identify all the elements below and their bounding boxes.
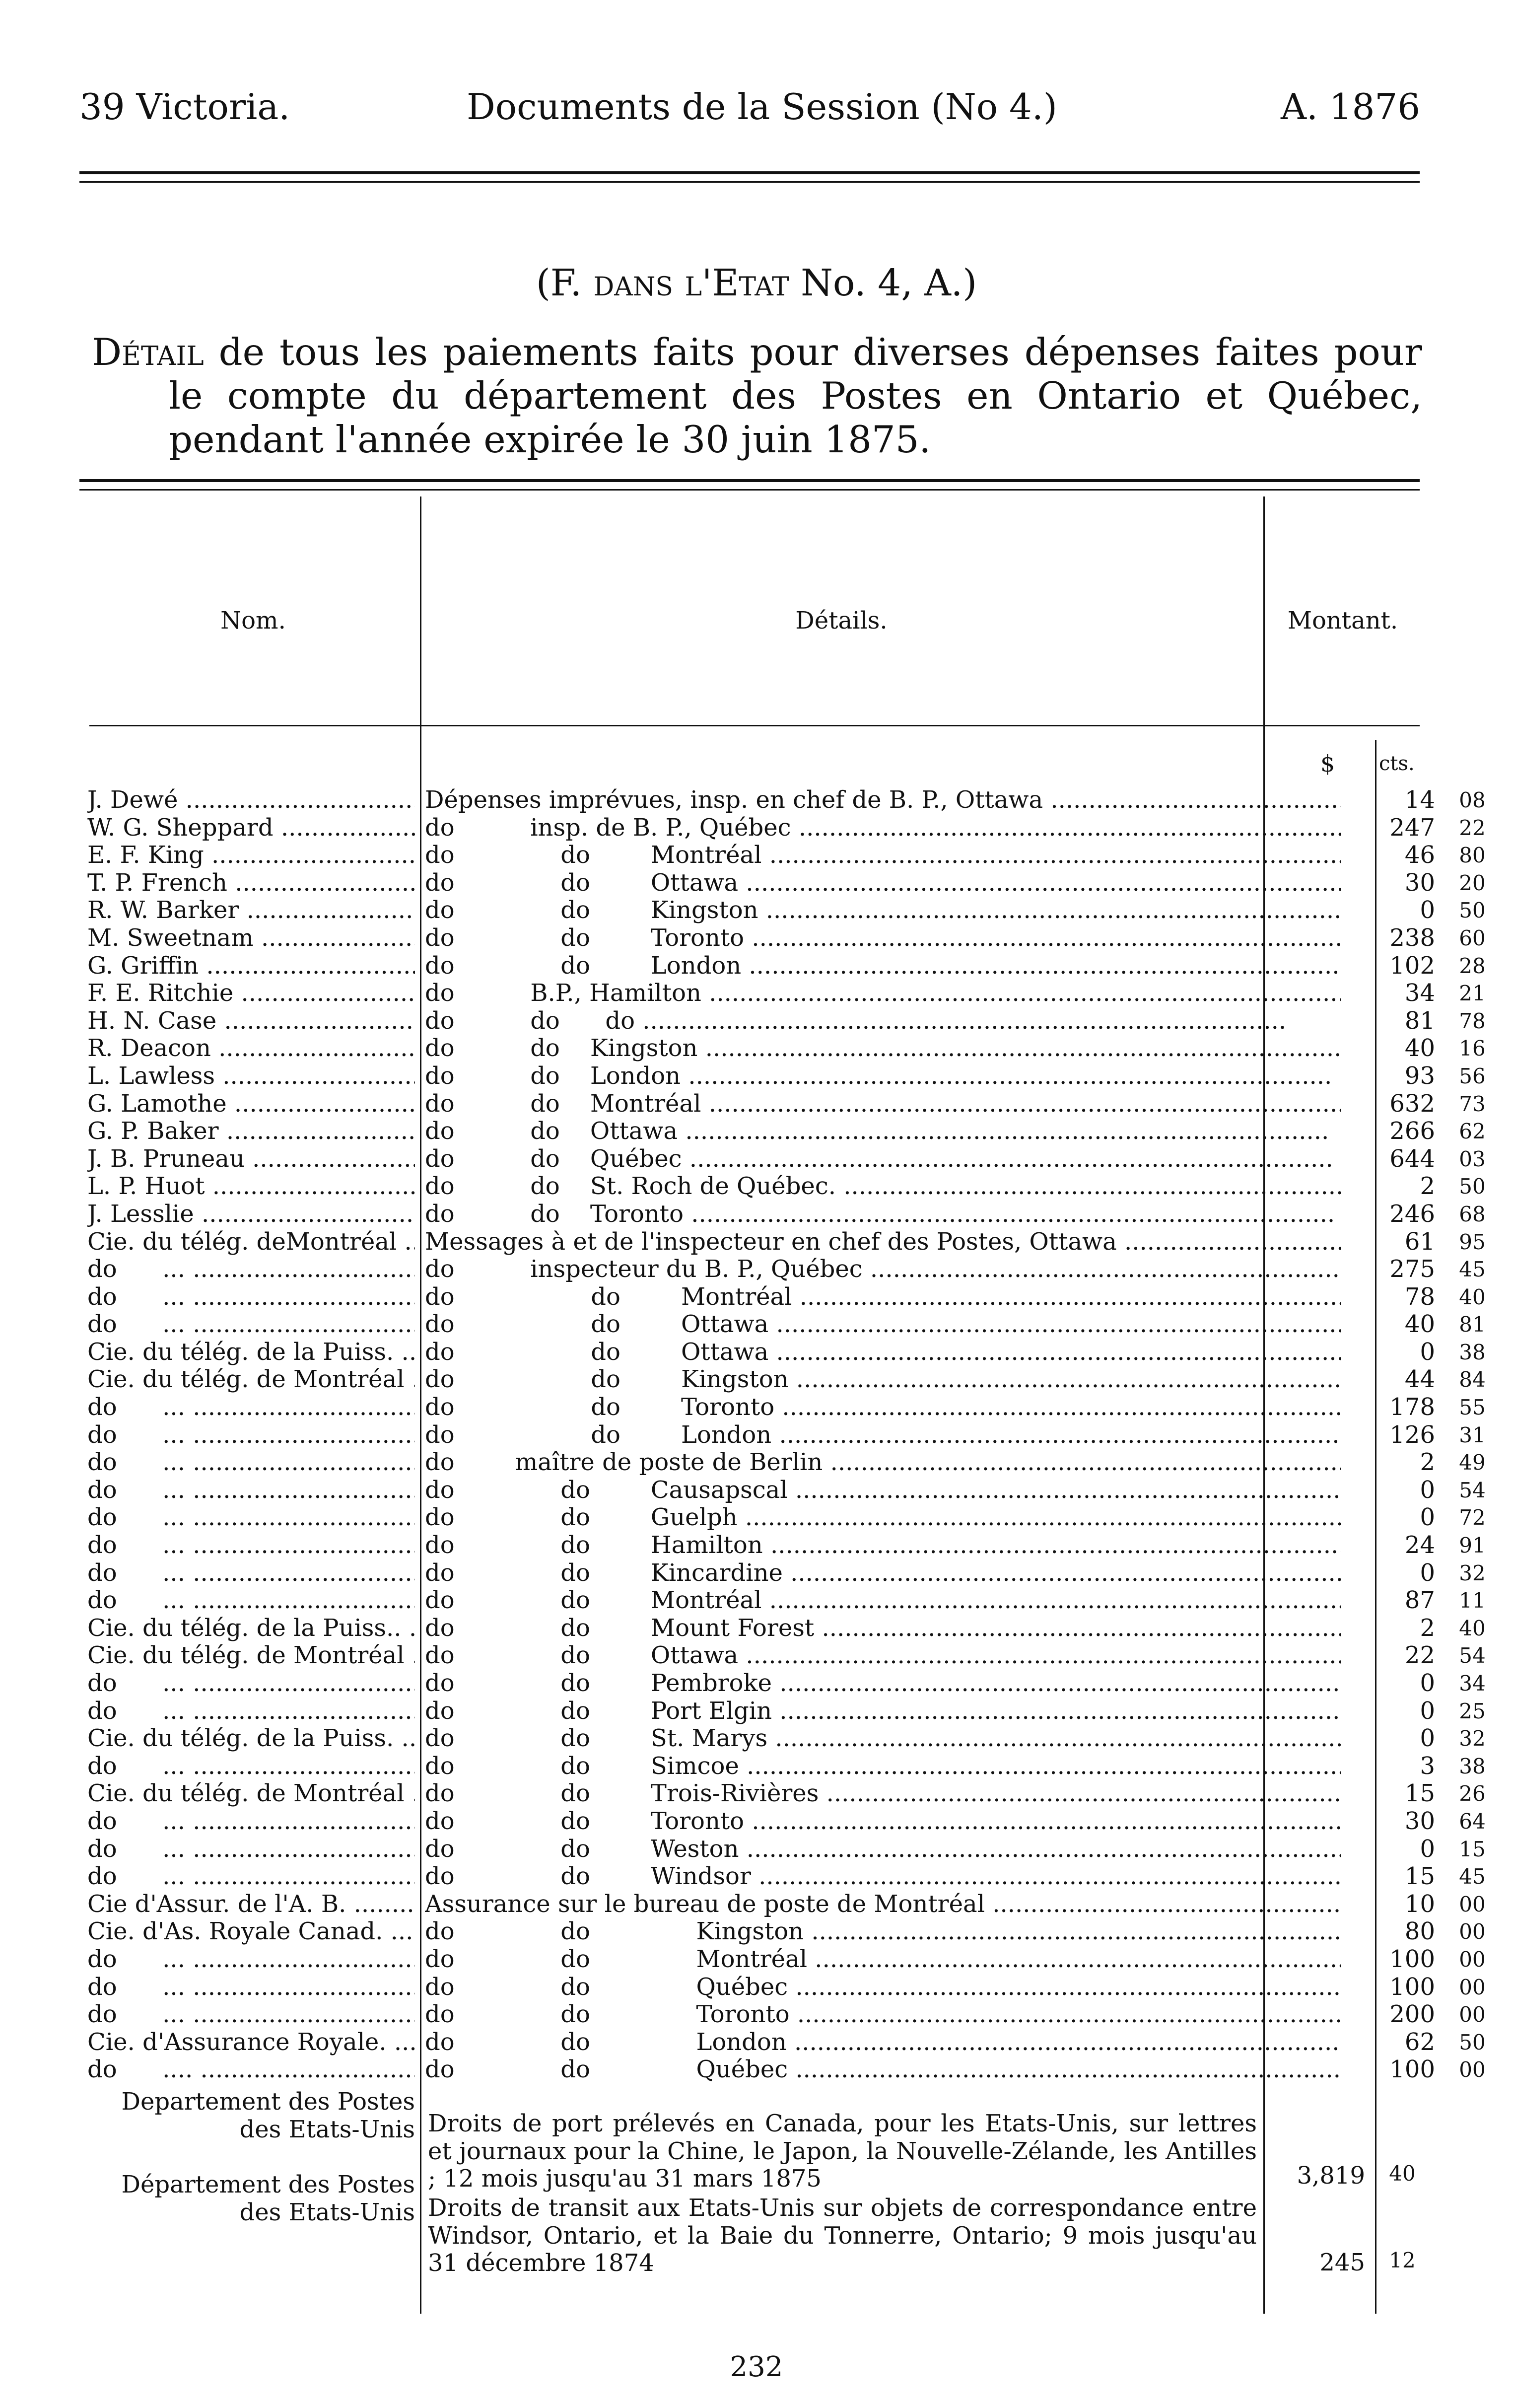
statement-title — [0, 258, 1513, 308]
table-row — [87, 1532, 1486, 1559]
row-dollars: 0 — [1420, 1559, 1435, 1587]
table-row — [87, 1559, 1486, 1587]
table-row — [87, 1228, 1486, 1256]
table-row — [87, 1807, 1486, 1836]
row-cents: 20 — [1459, 870, 1486, 895]
row-details: do do Ottawa — [425, 869, 739, 897]
row-details: do do Pembroke — [425, 1670, 772, 1697]
row-dollars: 2 — [1420, 1449, 1435, 1477]
header-year: A. 1876 — [1281, 86, 1421, 128]
row-details: do do do — [425, 1007, 635, 1035]
table-row — [87, 1587, 1486, 1615]
row-details: do do Montréal — [425, 842, 762, 869]
header-bottom-rule — [89, 725, 1420, 726]
row-nom: do ... — [87, 1752, 185, 1780]
row-dollars: 266 — [1389, 1118, 1435, 1145]
row-details: do do Windsor — [425, 1863, 751, 1891]
row-cents: 16 — [1459, 1036, 1486, 1061]
title-prefix: (F. — [536, 262, 582, 304]
row-details: do do Simcoe — [425, 1752, 739, 1780]
table-row — [87, 1090, 1486, 1118]
row-cents: 72 — [1459, 1505, 1486, 1530]
row-cents: 95 — [1459, 1229, 1486, 1254]
special-details: Droits de port prélevés en Canada, pour les Etats-Unis, sur lettres et journaux pour la Chine, le Japon, la Nouvelle-Zélande, les Antilles ; 12 mois jusqu'au 31 mars 1875 — [428, 2110, 1257, 2193]
table-row — [87, 2001, 1486, 2029]
row-details: do do London — [425, 1421, 772, 1449]
table-row — [87, 1311, 1486, 1339]
table-row — [87, 1394, 1486, 1421]
row-nom: do ... — [87, 1256, 185, 1283]
table-row — [87, 1890, 1486, 1918]
table-row — [87, 1338, 1486, 1366]
row-dollars: 275 — [1389, 1256, 1435, 1283]
table-row — [87, 1752, 1486, 1780]
row-dollars: 0 — [1420, 1670, 1435, 1697]
row-details: do do Kingston — [425, 1366, 789, 1394]
row-cents: 08 — [1459, 788, 1486, 812]
row-details: do do Port Elgin — [425, 1697, 772, 1725]
row-details: do do Ottawa — [425, 1311, 769, 1339]
row-dollars: 247 — [1389, 814, 1435, 842]
row-cents: 55 — [1459, 1395, 1486, 1420]
row-nom: do ... — [87, 1559, 185, 1587]
table-row — [87, 1863, 1486, 1891]
row-cents: 81 — [1459, 1312, 1486, 1337]
special-cents: 40 — [1389, 2161, 1416, 2186]
row-details: do do Toronto — [425, 1807, 745, 1835]
row-details: Assurance sur le bureau de poste de Montréal — [425, 1890, 985, 1918]
row-dollars: 80 — [1404, 1918, 1435, 1946]
row-cents: 00 — [1459, 2057, 1486, 2082]
row-nom: do ... — [87, 1863, 185, 1891]
row-cents: 00 — [1459, 1919, 1486, 1944]
row-dollars: 44 — [1404, 1366, 1435, 1394]
table-row — [87, 1366, 1486, 1394]
row-dollars: 78 — [1404, 1283, 1435, 1311]
row-nom: M. Sweetnam — [87, 924, 254, 952]
row-nom: do ... — [87, 1504, 185, 1532]
row-cents: 73 — [1459, 1091, 1486, 1116]
row-dollars: 178 — [1389, 1394, 1435, 1421]
row-details: do B.P., Hamilton — [425, 980, 701, 1007]
row-cents: 80 — [1459, 843, 1486, 868]
row-cents: 32 — [1459, 1726, 1486, 1751]
table-row — [87, 2056, 1486, 2084]
row-cents: 32 — [1459, 1560, 1486, 1585]
row-nom: do .... — [87, 2056, 193, 2084]
row-details: do do London — [425, 1062, 681, 1090]
table-row — [87, 952, 1486, 980]
row-nom: do ... — [87, 1945, 185, 1973]
row-dollars: 100 — [1389, 1973, 1435, 2001]
row-details: do do Trois-Rivières — [425, 1780, 819, 1808]
row-nom: do ... — [87, 1421, 185, 1449]
row-nom: F. E. Ritchie — [87, 980, 234, 1007]
row-details: do do Kincardine — [425, 1559, 783, 1587]
row-details: do do Guelph — [425, 1504, 738, 1532]
row-nom: Cie. du télég. de Montréal — [87, 1366, 405, 1394]
table-row — [87, 1007, 1486, 1035]
row-cents: 84 — [1459, 1367, 1486, 1392]
row-details: do do Weston — [425, 1835, 739, 1863]
row-dollars: 644 — [1389, 1145, 1435, 1173]
row-cents: 00 — [1459, 1975, 1486, 1999]
row-nom: do ... — [87, 1587, 185, 1615]
header-title: Documents de la Session (No 4.) — [467, 86, 1057, 128]
row-dollars: 0 — [1420, 1697, 1435, 1725]
payments-table — [87, 786, 1486, 2084]
row-nom: G. Lamothe — [87, 1090, 227, 1118]
row-nom: Cie. du télég. deMontréal — [87, 1228, 397, 1256]
page-number: 232 — [730, 2351, 783, 2383]
row-details: do do Ottawa — [425, 1338, 769, 1366]
row-details: do do Kingston — [425, 1035, 698, 1062]
row-nom: do ... — [87, 1835, 185, 1863]
row-dollars: 200 — [1389, 2001, 1435, 2029]
row-nom: Cie. du télég. de la Puiss. — [87, 1725, 394, 1753]
special-details: Droits de transit aux Etats-Unis sur objets de correspondance entre Windsor, Ontario, et la Baie du Tonnerre, Ontario; 9 mois jusqu'au 31 décembre 1874 — [428, 2194, 1257, 2277]
table-row — [87, 1945, 1486, 1974]
table-row — [87, 980, 1486, 1007]
row-nom: Cie. du télég. de Montréal — [87, 1780, 405, 1808]
row-cents: 38 — [1459, 1340, 1486, 1364]
special-cents: 12 — [1389, 2248, 1416, 2272]
table-row — [87, 1256, 1486, 1283]
row-cents: 45 — [1459, 1864, 1486, 1889]
row-cents: 00 — [1459, 2002, 1486, 2027]
table-row — [87, 1200, 1486, 1228]
header-rule — [79, 171, 1420, 183]
table-row — [87, 1421, 1486, 1449]
table-row — [87, 924, 1486, 952]
row-details: do do Québec — [425, 2056, 788, 2084]
table-top-rule — [79, 479, 1420, 491]
row-nom: do ... — [87, 1532, 185, 1559]
row-nom: L. P. Huot — [87, 1173, 205, 1201]
row-nom: do ... — [87, 1670, 185, 1697]
row-dollars: 2 — [1420, 1614, 1435, 1642]
row-details: Dépenses imprévues, insp. en chef de B. P., Ottawa — [425, 786, 1043, 814]
row-nom: J. Dewé — [87, 786, 178, 814]
row-cents: 25 — [1459, 1699, 1486, 1723]
table-row — [87, 1449, 1486, 1477]
row-details: do do Toronto — [425, 2001, 790, 2029]
table-row — [87, 1145, 1486, 1173]
row-details: do do Ottawa — [425, 1642, 739, 1670]
row-nom: W. G. Sheppard — [87, 814, 274, 842]
row-cents: 49 — [1459, 1450, 1486, 1475]
row-cents: 40 — [1459, 1616, 1486, 1640]
row-details: do do Montréal — [425, 1945, 808, 1973]
row-cents: 38 — [1459, 1754, 1486, 1778]
table-row — [87, 1173, 1486, 1201]
row-dollars: 93 — [1404, 1062, 1435, 1090]
row-dollars: 126 — [1389, 1421, 1435, 1449]
table-row — [87, 1035, 1486, 1062]
row-nom: J. Lesslie — [87, 1200, 194, 1228]
row-details: Messages à et de l'inspecteur en chef des Postes, Ottawa — [425, 1228, 1117, 1256]
table-row — [87, 1062, 1486, 1090]
row-cents: 03 — [1459, 1146, 1486, 1171]
row-dollars: 46 — [1404, 842, 1435, 869]
table-row — [87, 869, 1486, 897]
row-dollars: 14 — [1404, 786, 1435, 814]
table-row — [87, 1918, 1486, 1946]
description-text: de tous les paiements faits pour diverses dépenses faites pour le compte du département des Postes en Ontario et Québec, pendant l'année expirée le 30 juin 1875. — [169, 330, 1422, 461]
table-row — [87, 1973, 1486, 2001]
row-nom: G. P. Baker — [87, 1118, 219, 1145]
row-cents: 50 — [1459, 1174, 1486, 1199]
row-cents: 64 — [1459, 1809, 1486, 1834]
row-details: do do Toronto — [425, 924, 745, 952]
table-row — [87, 1697, 1486, 1725]
row-dollars: 100 — [1389, 1945, 1435, 1973]
row-nom: E. F. King — [87, 842, 204, 869]
row-nom: do ... — [87, 1807, 185, 1835]
row-nom: Cie. d'As. Royale Canad. — [87, 1918, 383, 1946]
row-dollars: 15 — [1404, 1780, 1435, 1808]
table-row — [87, 1642, 1486, 1670]
row-dollars: 62 — [1404, 2028, 1435, 2056]
row-nom: do ... — [87, 1283, 185, 1311]
row-cents: 40 — [1459, 1284, 1486, 1309]
table-row — [87, 1670, 1486, 1698]
row-nom: G. Griffin — [87, 952, 199, 980]
row-cents: 68 — [1459, 1202, 1486, 1226]
dollar-sign: $ — [1320, 750, 1335, 777]
row-dollars: 0 — [1420, 1504, 1435, 1532]
row-details: do do Montréal — [425, 1587, 762, 1615]
row-details: do do Montréal — [425, 1283, 792, 1311]
row-details: do do London — [425, 952, 742, 980]
row-nom: do ... — [87, 1311, 185, 1339]
table-row — [87, 897, 1486, 924]
row-dollars: 15 — [1404, 1863, 1435, 1891]
row-dollars: 10 — [1404, 1890, 1435, 1918]
row-cents: 50 — [1459, 2030, 1486, 2054]
row-dollars: 632 — [1389, 1090, 1435, 1118]
row-dollars: 238 — [1389, 924, 1435, 952]
row-dollars: 81 — [1404, 1007, 1435, 1035]
row-details: do insp. de B. P., Québec — [425, 814, 791, 842]
row-nom: Cie. du télég. de Montréal — [87, 1642, 405, 1670]
row-details: do do Ottawa — [425, 1118, 678, 1145]
special-nom-1: Departement des Postes — [121, 2088, 415, 2116]
row-dollars: 30 — [1404, 1807, 1435, 1835]
row-dollars: 0 — [1420, 897, 1435, 924]
row-dollars: 0 — [1420, 1725, 1435, 1753]
row-cents: 78 — [1459, 1008, 1486, 1033]
row-cents: 60 — [1459, 925, 1486, 950]
special-nom-1: Département des Postes — [121, 2171, 415, 2198]
row-dollars: 3 — [1420, 1752, 1435, 1780]
row-dollars: 40 — [1404, 1035, 1435, 1062]
title-suffix: No. 4, A.) — [801, 262, 977, 304]
table-row — [87, 1476, 1486, 1504]
row-nom: J. B. Pruneau — [87, 1145, 245, 1173]
row-nom: H. N. Case — [87, 1007, 217, 1035]
column-header-details: Détails. — [795, 607, 888, 635]
description-lead: Détail — [92, 330, 204, 374]
row-cents: 34 — [1459, 1671, 1486, 1696]
row-nom: L. Lawless — [87, 1062, 215, 1090]
row-dollars: 246 — [1389, 1200, 1435, 1228]
row-dollars: 87 — [1404, 1587, 1435, 1615]
row-details: do do Montréal — [425, 1090, 701, 1118]
row-cents: 54 — [1459, 1643, 1486, 1668]
table-row — [87, 1780, 1486, 1808]
row-dollars: 102 — [1389, 952, 1435, 980]
row-cents: 26 — [1459, 1781, 1486, 1806]
row-details: do do Québec — [425, 1973, 788, 2001]
row-details: do inspecteur du B. P., Québec — [425, 1256, 863, 1283]
row-cents: 00 — [1459, 1892, 1486, 1916]
column-header-nom: Nom. — [220, 607, 286, 635]
row-cents: 15 — [1459, 1837, 1486, 1861]
row-dollars: 100 — [1389, 2056, 1435, 2084]
row-nom: R. W. Barker — [87, 897, 239, 924]
row-details: do do Toronto — [425, 1394, 775, 1421]
row-details: do do Hamilton — [425, 1532, 763, 1559]
row-nom: do ... — [87, 2001, 185, 2029]
row-cents: 28 — [1459, 953, 1486, 978]
table-row — [87, 1118, 1486, 1145]
row-details: do do Kingston — [425, 897, 758, 924]
row-cents: 91 — [1459, 1533, 1486, 1558]
row-details: do do Toronto — [425, 1200, 684, 1228]
table-row — [87, 842, 1486, 869]
row-dollars: 0 — [1420, 1835, 1435, 1863]
header-volume: 39 Victoria. — [79, 86, 290, 128]
row-cents: 50 — [1459, 898, 1486, 923]
title-smallcaps: dans l'Etat — [593, 262, 789, 304]
column-header-montant: Montant. — [1287, 607, 1398, 635]
row-nom: do ... — [87, 1476, 185, 1504]
row-cents: 54 — [1459, 1478, 1486, 1502]
row-details: do do St. Marys — [425, 1725, 768, 1753]
row-cents: 00 — [1459, 1947, 1486, 1972]
row-cents: 56 — [1459, 1063, 1486, 1088]
row-dollars: 0 — [1420, 1476, 1435, 1504]
row-cents: 45 — [1459, 1257, 1486, 1282]
row-nom: T. P. French — [87, 869, 227, 897]
row-cents: 31 — [1459, 1422, 1486, 1447]
row-details: do do Kingston — [425, 1918, 804, 1946]
special-dollars: 3,819 — [1297, 2162, 1365, 2190]
row-nom: do ... — [87, 1973, 185, 2001]
row-cents: 22 — [1459, 815, 1486, 840]
row-dollars: 2 — [1420, 1173, 1435, 1201]
special-nom-2: des Etats-Unis — [239, 2115, 415, 2143]
statement-description — [92, 330, 1422, 461]
row-nom: Cie. d'Assurance Royale. — [87, 2028, 387, 2056]
row-nom: Cie. du télég. de la Puiss. — [87, 1338, 394, 1366]
table-row — [87, 1504, 1486, 1532]
row-dollars: 30 — [1404, 869, 1435, 897]
row-dollars: 0 — [1420, 1338, 1435, 1366]
row-dollars: 40 — [1404, 1311, 1435, 1339]
special-nom-2: des Etats-Unis — [239, 2198, 415, 2226]
table-row — [87, 1283, 1486, 1311]
row-details: do maître de poste de Berlin — [425, 1449, 823, 1477]
table-row — [87, 2028, 1486, 2056]
row-details: do do Causapscal — [425, 1476, 788, 1504]
table-row — [87, 786, 1486, 814]
row-details: do do London — [425, 2028, 787, 2056]
table-row — [87, 1614, 1486, 1642]
row-nom: R. Deacon — [87, 1035, 211, 1062]
row-nom: do ... — [87, 1697, 185, 1725]
table-row — [87, 1835, 1486, 1863]
special-dollars: 245 — [1319, 2249, 1365, 2276]
cents-label: cts. — [1379, 752, 1415, 775]
row-nom: do ... — [87, 1394, 185, 1421]
row-dollars: 22 — [1404, 1642, 1435, 1670]
row-details: do do Mount Forest — [425, 1614, 815, 1642]
row-cents: 11 — [1459, 1588, 1486, 1613]
table-row — [87, 1725, 1486, 1753]
row-dollars: 24 — [1404, 1532, 1435, 1559]
table-row — [87, 814, 1486, 842]
row-dollars: 61 — [1404, 1228, 1435, 1256]
row-details: do do Québec — [425, 1145, 682, 1173]
row-nom: do ... — [87, 1449, 185, 1477]
row-cents: 62 — [1459, 1119, 1486, 1144]
row-dollars: 34 — [1404, 980, 1435, 1007]
row-cents: 21 — [1459, 981, 1486, 1006]
row-nom: Cie d'Assur. de l'A. B. — [87, 1890, 346, 1918]
row-nom: Cie. du télég. de la Puiss.. — [87, 1614, 402, 1642]
row-details: do do St. Roch de Québec. — [425, 1173, 836, 1201]
